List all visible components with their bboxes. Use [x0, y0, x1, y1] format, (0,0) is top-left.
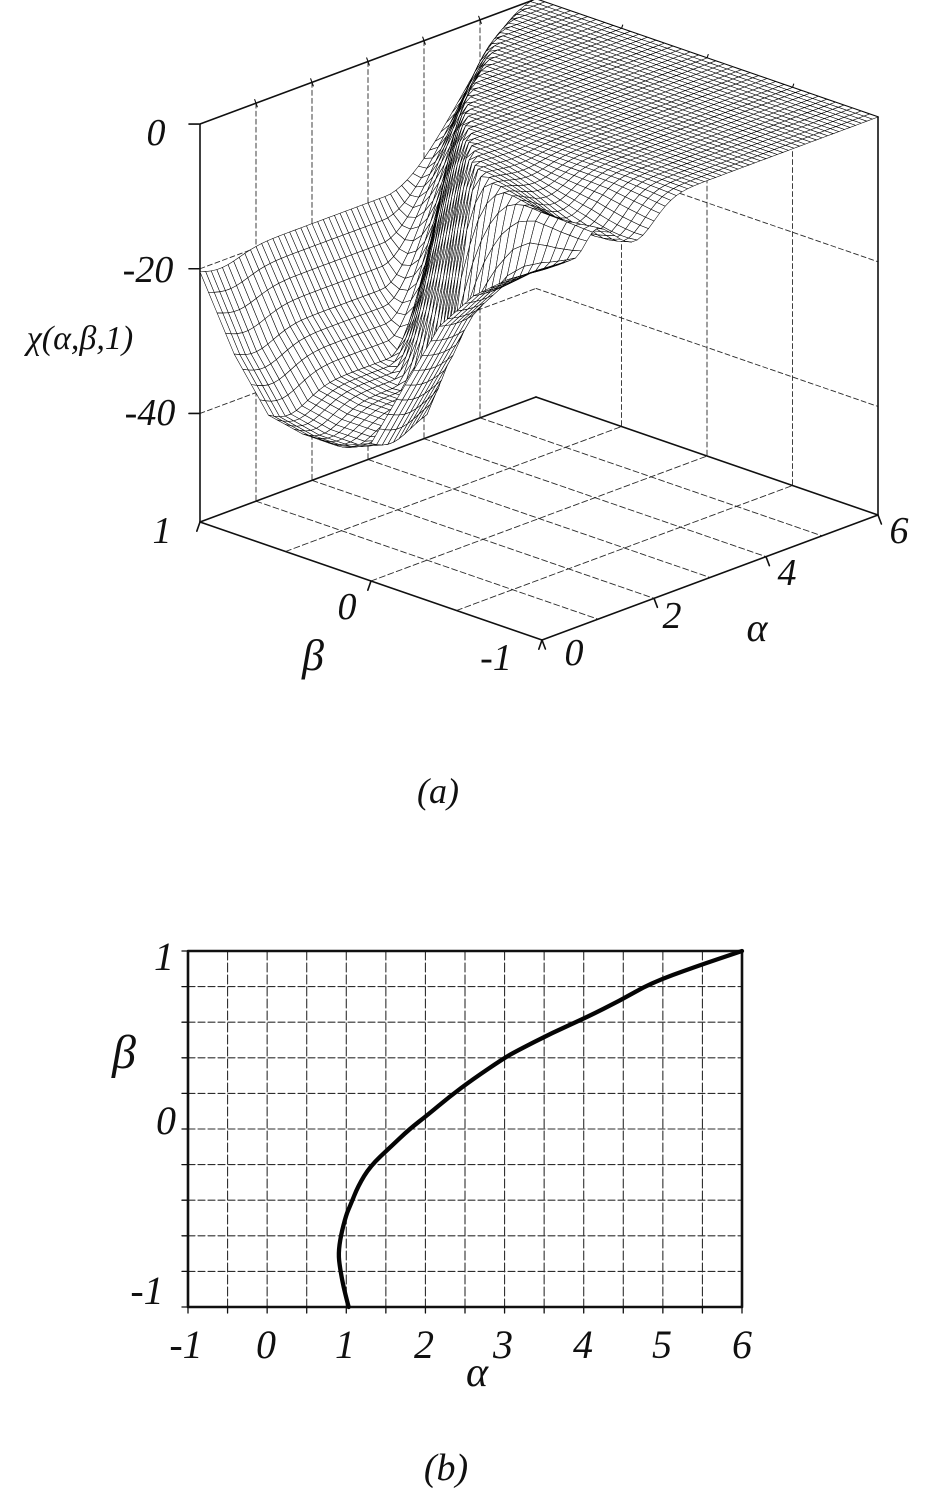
b-x-tick-5: 5 [652, 1322, 672, 1367]
b-x-tick-4: 4 [573, 1322, 593, 1367]
beta-axis-tick-0: 0 [337, 586, 357, 628]
z-axis-label: χ(α,β,1) [26, 320, 134, 357]
b-y-tick-1: 1 [154, 934, 174, 979]
alpha-axis-label: α [746, 605, 768, 650]
alpha-axis-tick-6: 6 [889, 510, 909, 552]
beta-axis-label: β [302, 631, 324, 680]
b-x-tick-1: 1 [335, 1322, 355, 1367]
alpha-axis-tick-2: 2 [662, 595, 682, 637]
beta-axis-tick-1: 1 [152, 510, 172, 552]
b-x-tick-2: 2 [414, 1322, 434, 1367]
b-y-tick-0: 0 [156, 1098, 176, 1143]
beta-axis-tick-m1: -1 [480, 637, 512, 679]
z-axis-tick-20: -20 [122, 249, 174, 291]
b-x-tick-3: 3 [493, 1322, 513, 1367]
b-y-label: β [112, 1026, 136, 1079]
b-y-tick-m1: -1 [130, 1268, 164, 1313]
caption-b: (b) [423, 1447, 469, 1489]
caption-a: (a) [417, 771, 459, 811]
b-x-tick-m1: -1 [169, 1322, 203, 1367]
alpha-axis-tick-0: 0 [564, 632, 584, 674]
b-x-label: α [465, 1350, 489, 1396]
b-x-tick-0: 0 [256, 1322, 276, 1367]
z-axis-tick-0: 0 [146, 112, 166, 154]
alpha-axis-tick-4: 4 [777, 552, 797, 594]
z-axis-tick-40: -40 [124, 392, 176, 434]
b-x-tick-6: 6 [732, 1322, 752, 1367]
